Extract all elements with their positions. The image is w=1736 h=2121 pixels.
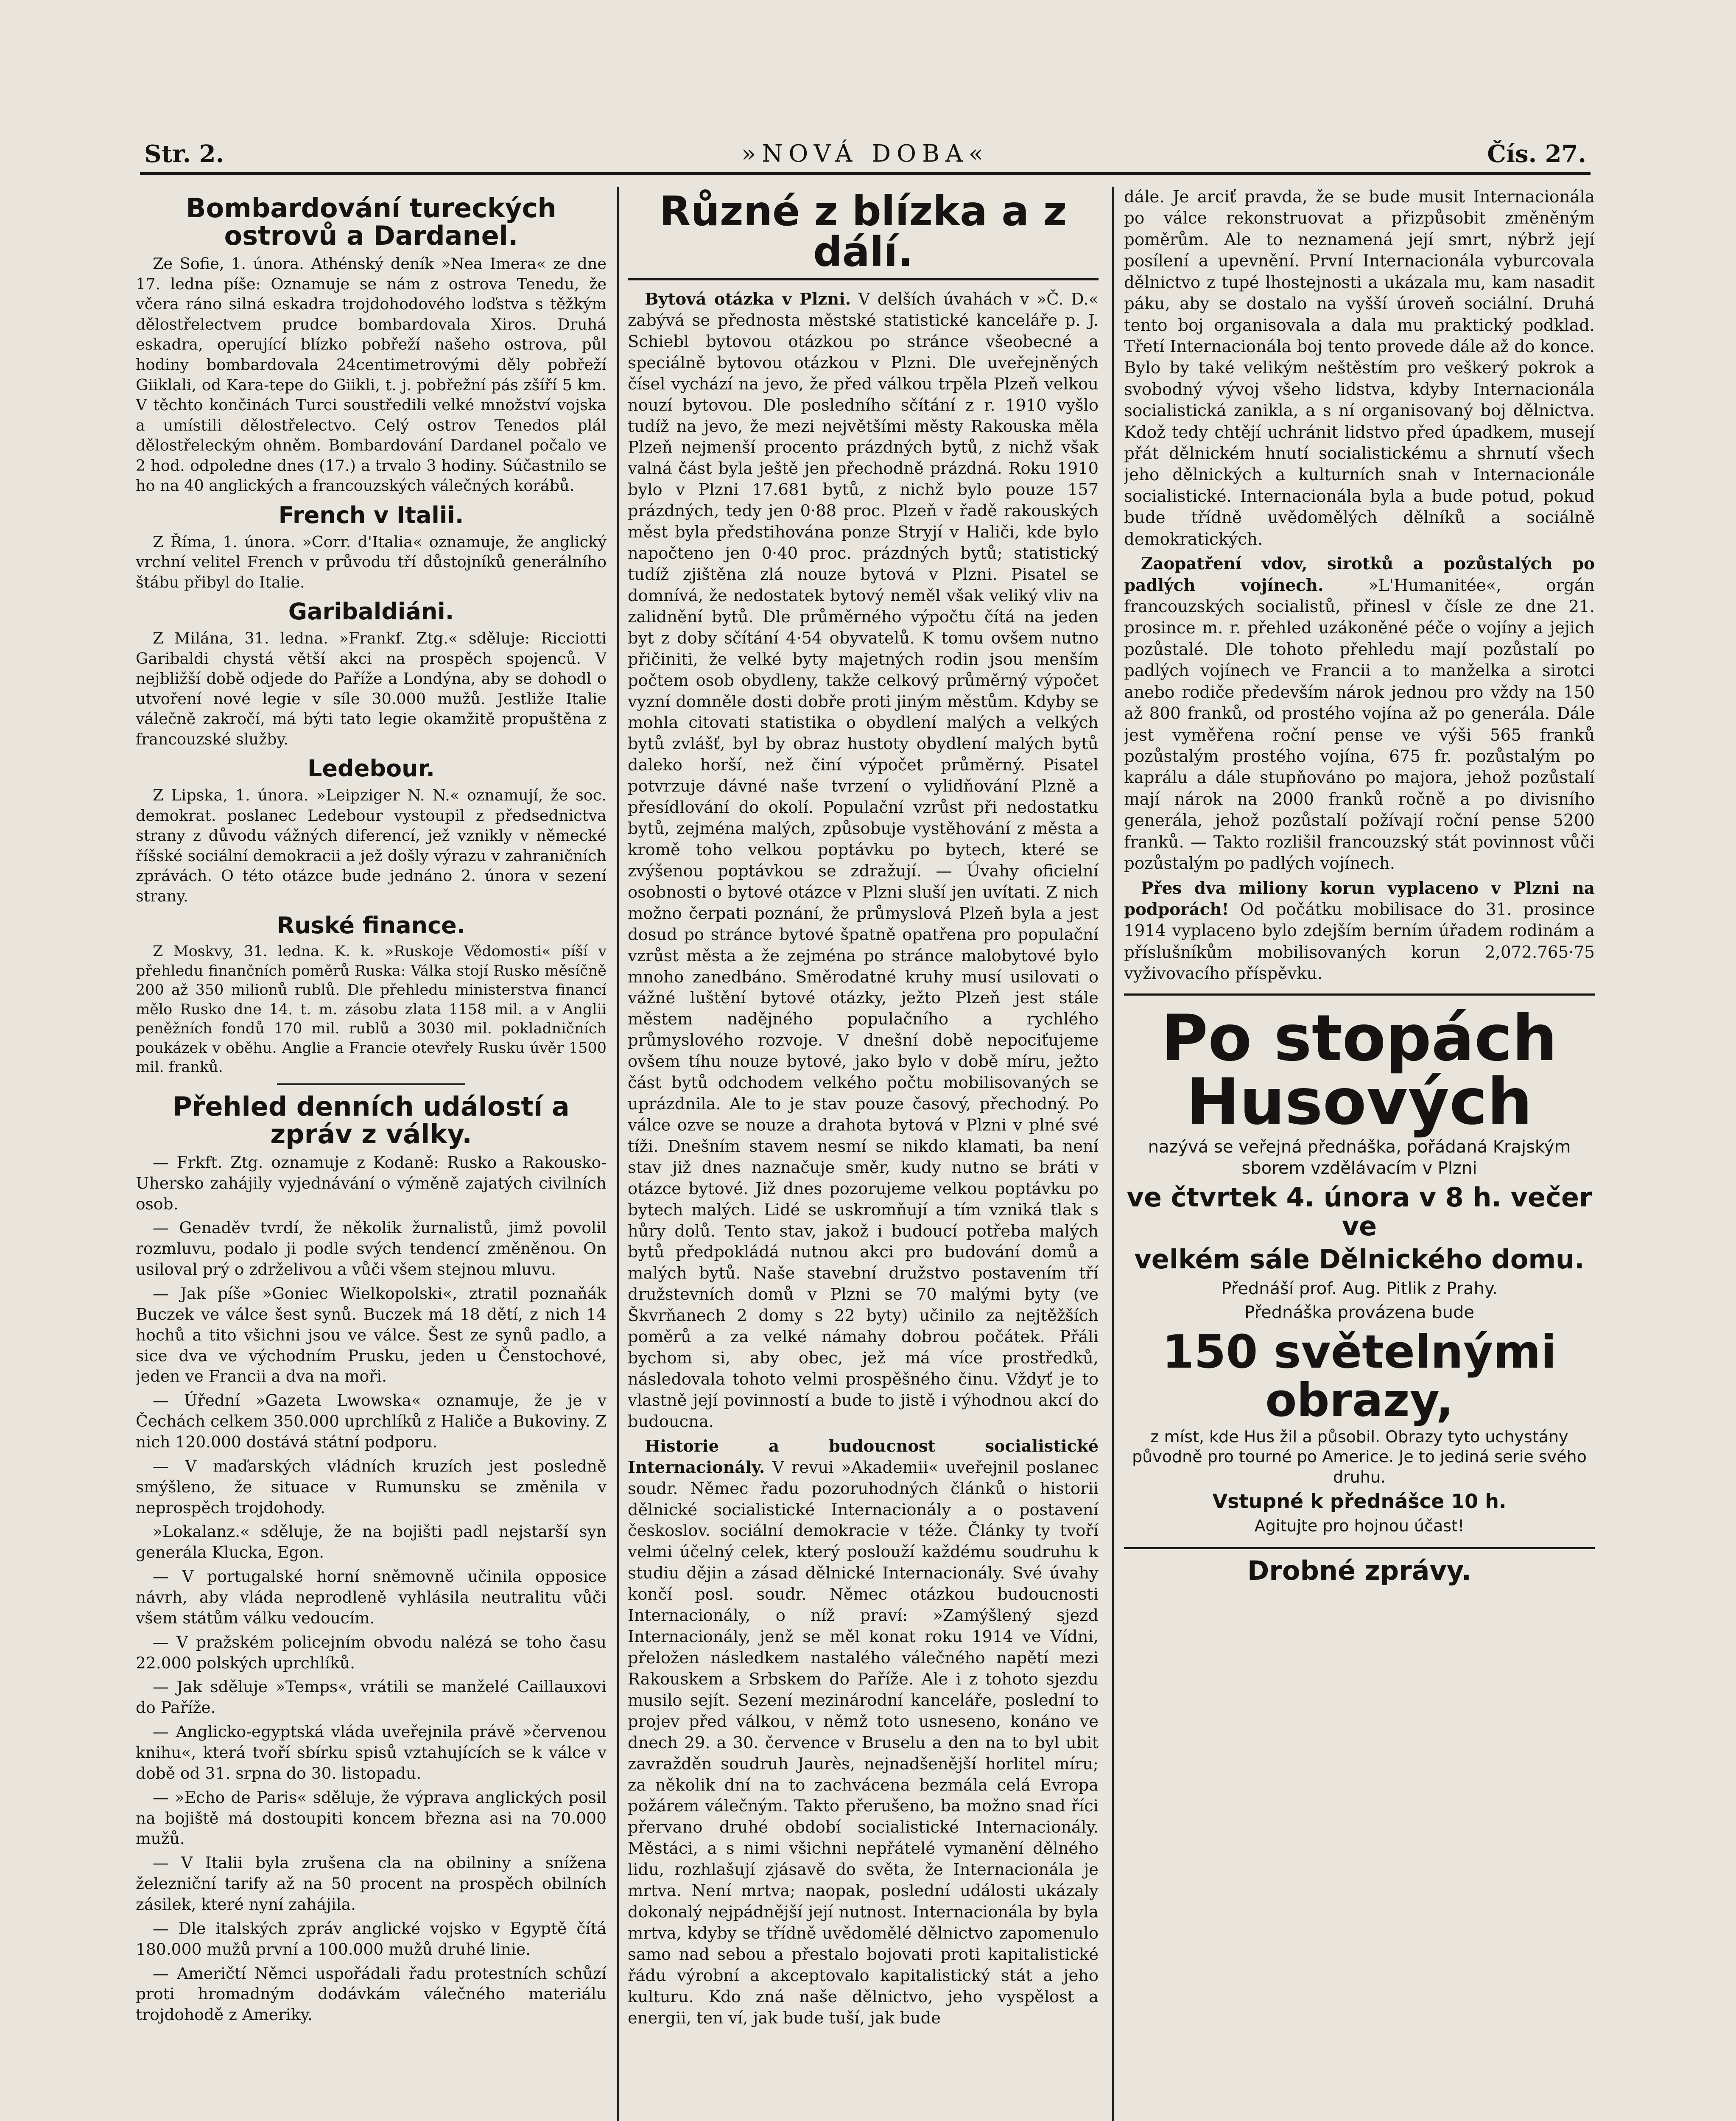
column-1 (136, 187, 607, 2121)
article-internacionala (628, 1436, 1099, 2029)
article-french-body: Z Říma, 1. února. »Corr. d'Italia« oznamuje, že anglický vrchní velitel French v průvodu tří důstojníků generálního štábu přibyl do Italie. (136, 532, 607, 591)
ad-call-to-action: Agitujte pro hojnou účast! (1254, 1516, 1465, 1535)
column-rule-1 (617, 187, 619, 2121)
ad-when-line-2: velkém sále Dělnického domu. (1134, 1243, 1585, 1275)
newspaper-name: »NOVÁ DOBA« (741, 140, 989, 168)
article-dva-miliony (1124, 878, 1595, 985)
article-lead: Bytová otázka v Plzni. (645, 290, 851, 309)
news-item: — Úřední »Gazeta Lwowska« oznamuje, že je v Čechách celkem 350.000 uprchlíků z Haliče a Bukoviny. Z nich 120.000 dostává státní podporu. (136, 1391, 607, 1451)
page-number: Str. 2. (144, 140, 224, 168)
news-item: — Genaděv tvrdí, že několik žurnalistů, jimž povolil rozmluvu, podalo ji podle svých tendencí změněnou. On usiloval prý o zdrželivou a vůči všem stejnou mluvu. (136, 1218, 607, 1279)
headline-ruske-finance: Ruské finance. (277, 912, 466, 939)
ad-entry-fee: Vstupné k přednášce 10 h. (1212, 1490, 1507, 1513)
article-zaopatreni (1124, 554, 1595, 874)
ad-note: Přednáška provázena bude (1244, 1303, 1474, 1323)
ad-speaker: Přednáší prof. Aug. Pitlik z Prahy. (1221, 1279, 1498, 1299)
article-ruske-finance-body: Z Moskvy, 31. ledna. K. k. »Ruskoje Vědomosti« píší v přehledu finančních poměrů Ruska: Válka stojí Rusko měsíčně 200 až 350 milionů rublů. Dle přehledu ministerstva financí mělo Rusko dne 14. t. m. zásobu zlata 1158 mil. a v Anglii peněžních fondů 170 mil. rublů a 3030 mil. pokladničních poukázek v oběhu. Anglie a Francie otevřely Rusku úvěr 1500 mil. franků. (136, 943, 607, 1076)
article-garibaldiani-body: Z Milána, 31. ledna. »Frankf. Ztg.« sděluje: Ricciotti Garibaldi chystá větší akci na prospěch spojenců. V nejbližší době odjede do Paříže a Londýna, aby se dohodl o utvoření nové legie v síle 30.000 mužů. Jestliže Italie válečně zakročí, má býti tato legie okamžitě propuštěna z francouzské služby. (136, 629, 607, 748)
headline-garibaldiani: Garibaldiáni. (288, 598, 454, 625)
section-title-ruzne: Různé z blízka a z dálí. (628, 191, 1099, 280)
headline-ledebour: Ledebour. (308, 755, 435, 782)
ad-details: z míst, kde Hus žil a působil. Obrazy tyto uchystány původně pro tourné po Americe. Je to jediná serie svého druhu. (1132, 1427, 1587, 1486)
ad-title-line-2: Husových (1186, 1065, 1532, 1139)
article-text: V delších úvahách v »Č. D.« zabývá se přednosta městské statistické kanceláře p. J. Schiebl bytovou otázkou po stránce všeobecné a speciálně bytovou otázkou v Plzni. Dle uveřejněných čísel vychází na jevo, že před válkou trpěla Plzeň velkou nouzí bytovou. Dle posledního sčítání z r. 1910 vyšlo tudíž na jevo, že mezi největšími městy Rakouska měla Plzeň nejmenší procento prázdných bytů, z nichž však valná část byla ještě jen přechodně prázdná. Roku 1910 bylo v Plzni 17.681 bytů, z nichž bylo pouze 157 prázdných, tedy jen 0·88 proc. Plzeň v řadě rakouských měst byla předstihována ponze Stryjí v Haliči, kde bylo napočteno jen 0·40 proc. prázdných bytů; statistický tudíž zjištěna zlá nouze bytová v Plzni. Pisatel se domnívá, že nedostatek bytový neměl však veliký vliv na zalidnění bytů. Dle průměrného výpočtu čítá na jeden byt z doby sčítání 4·54 obyvatelů. K tomu ovšem nutno přičiniti, že velké byty majetných rodin jsou menším počtem osob obydleny, takže celkový průměrný výpočet vyzní domněle dosti dobře proti jiným městům. Kdyby se mohla citovati statistika o obydlení malých a velkých bytů zvlášť, byl by obraz hustoty obydlení malých bytů daleko horší, než činí výpočet průměrný. Pisatel potvrzuje dávné naše tvrzení o vylidňování Plzně a přesídlování do okolí. Populační vzrůst při nedostatku bytů, zejména malých, způsobuje vystěhování z města a kromě toho velkou poptávku po bytech, které se zvýšenou poptávkou se zdražují. — Úvahy oficielní osobnosti o bytové otázce v Plzni sluší jen uvítati. Z nich možno čerpati poznání, že průmyslová Plzeň byla a jest dosud po stránce bytové špatně opatřena pro populační vzrůst města a že zejména po stránce malobytové bylo mnoho zanedbáno. Směrodatné kruhy musí usilovati o vážné luštění bytové otázky, ježto Plzeň jest stále městem nadějného populačního a rychlého průmyslového rozvoje. V dnešní době nepociťujeme ovšem tíhu nouze bytové, jako bylo v době míru, ježto část bytů odchodem velkého počtu mobilisovaných se uprázdnila. Ale to je stav pouze časový, přechodný. Po válce ozve se nouze a drahota bytová v Plzni v plné své tíži. Dnešním stavem nesmí se nikdo klamati, ba není stav již dnes naznačuje směr, kudy nutno se bráti v otázce bytové. Již dnes pozorujeme velkou poptávku po bytech malých. Lidé se uskromňují a tím vzniká tlak s hůry dolů. Tento stav, jakož i budoucí potřeba malých bytů předpokládá nutnou akci pro budování domů a malých bytů. Naše stavební družstvo postavením tří družstevních domů v Plzni se 70 malými byty (ve Škvrňanech 2 domy s 22 byty) učinilo za nejtěžších poměrů a za velké námahy dobrou počátek. Přáli bychom si, aby obec, jež má více prostředků, následovala tohoto velmi prospěšného činu. Vždyť je to vlastně její povinností a bude to jistě i výhodnou akcí do budoucna. (628, 290, 1099, 1431)
news-item: — V pražském policejním obvodu nalézá se toho času 22.000 polských uprchlíků. (136, 1632, 607, 1672)
article-lead: Zaopatření vdov, sirotků a pozůstalých po padlých vojínech. (1124, 554, 1595, 595)
ad-highlight: 150 světelnými obrazy, (1162, 1326, 1557, 1427)
headline-bombardovani: Bombardování tureckých ostrovů a Dardanel. (186, 193, 556, 252)
article-ledebour-body: Z Lipska, 1. února. »Leipziger N. N.« oznamují, že soc. demokrat. poslanec Ledebour vystoupil z předsednictva strany z důvodu vážných diferencí, jež vznikly v německé říšské sociální demokracii a jež došly výrazu v zahraničních zprávách. O této otázce bude jednáno 2. února v sezení strany. (136, 786, 607, 905)
news-item: — V Italii byla zrušena cla na obilniny a snížena železniční tarify až na 50 procent na prospěch obilních zásilek, které nyní zahájila. (136, 1853, 607, 1914)
news-item: »Lokalanz.« sděluje, že na bojišti padl nejstarší syn generála Klucka, Egon. (136, 1522, 607, 1562)
issue-number: Čís. 27. (1487, 140, 1586, 168)
article-continuation: dále. Je arciť pravda, že se bude musit Internacionála po válce rekonstruovat a přizpůsobit změněným poměrům. Ale to neznamená její smrt, nýbrž její posílení a upevnění. První Internacionála vyburcovala dělnictvo z tupé lhostejnosti a ukázala mu, kam nasadit páku, aby se dostalo na vyšší úroveň sociální. Druhá tento boj organisovala a dala mu praktický podklad. Třetí Internacionála boj tento provede dále až do konce. Bylo by také velikým neštěstím pro veškerý pokrok a svobodný vývoj všeho lidstva, kdyby Internacionála socialistická zanikla, a s ní organisovaný boj dělnictva. Kdož tedy chtějí uchránit lidstvo před úpadkem, musejí přát dělnickém hnutí socialistickému a shrnutí všech jeho dělnických a kulturních snah v Internacionále socialistické. Internacionála byla a bude potud, pokud bude třídně uvědomělých dělníků a sociálně demokratických. (1124, 187, 1595, 549)
advertisement-po-stopach-husovych (1124, 993, 1595, 1550)
article-text: Od počátku mobilisace do 31. prosince 1914 vyplaceno bylo zdejším berním úřadem rodinám a příslušníkům mobilisovaných korun 2,072.765·75 vyživovacího příspěvku. (1124, 900, 1595, 984)
column-3 (1124, 187, 1595, 2121)
article-bombardovani-body: Ze Sofie, 1. února. Athénský deník »Nea Imera« ze dne 17. ledna píše: Oznamuje se nám z ostrova Tenedu, že včera ráno silná eskadra trojdohodového loďstva s těžkým dělostřelectvem prudce bombardovala Xiros. Druhá eskadra, operující blízko pobřeží našeho ostrova, půl hodiny bombardovala 24centimetrovými děly pobřeží Giiklali, od Kara-tepe do Giikli, t. j. pobřežní pás zšíří 5 km. V těchto končinách Turci soustředili velké množství vojska a umístili dělostřelectvo. Celý ostrov Tenedos plál dělostřeleckým ohněm. Bombardování Dardanel počalo ve 2 hod. odpoledne dnes (17.) a trvalo 3 hodiny. Súčastnilo se ho na 40 anglických a francouzských válečných korábů. (136, 255, 607, 495)
column-2 (628, 187, 1099, 2121)
news-item: — V portugalské horní sněmovně učinila opposice návrh, aby vláda neprodleně vyhlásila neutralitu vůči všem státům válku vedoucím. (136, 1567, 607, 1627)
ad-subtitle: nazývá se veřejná přednáška, pořádaná Krajským sborem vzdělávacím v Plzni (1148, 1137, 1571, 1178)
news-item: — Američtí Němci uspořádali řadu protestních schůzí proti hromadným dodávkám válečného materiálu trojdohodě z Ameriky. (136, 1964, 607, 2024)
news-item: — V maďarských vládních kruzích jest posledně smýšleno, že situace v Rumunsku se změnila v neprospěch trojdohody. (136, 1456, 607, 1517)
ad-when-line-1: ve čtvrtek 4. února v 8 h. večer ve (1127, 1181, 1592, 1242)
headline-french: French v Italii. (278, 501, 464, 529)
column-rule-2 (1112, 187, 1114, 2121)
article-text: V revui »Akademii« uveřejnil poslanec soudr. Němec řadu pozoruhodných článků o historii dělnické socialistické Internacionály a o postavení českoslov. sociální demokracie v téže. Články ty tvoří velmi účelný celek, který poslouží každému soudruhu k studiu dějin a zásad dělnické Internacionály. Své úvahy končí posl. soudr. Němec otázkou budoucnosti Internacionály, o níž praví: »Zamýšlený sjezd Internacionály, jenž se měl konat roku 1914 ve Vídni, přeložen následkem nastalého válečného napětí mezi Rakouskem a Srbskem do Paříže. Ale i z tohoto sjezdu musilo sejít. Sezení mezinárodní kanceláře, poslední to projev před válkou, v němž toto usneseno, konáno ve dnech 29. a 30. července v Bruselu a den na to byl ubit zavražděn soudruh Jaurès, nejnadšenější horlitel míru; za několik dní na to zachvácena bezmála celá Evropa požárem válečným. Takto přerušeno, ba možno snad říci přervano druhé období socialistické Internacionály. Městáci, a s nimi všichni nepřátelé vymanění dělného lidu, rozhlašují zjásavě do světa, že Internacionála je mrtva. Není mrtva; naopak, poslední události ukázaly dokonalý nejpádnější její nutnost. Internacionála by byla mrtva, kdyby se třídně uvědomělé dělnictvo zapomenulo samo nad sebou a přestalo bojovati proti kapitalistické řádu výrobní a akceptovalo kapitalistický stát a jeho kulturu. Kdo zná naše dělnictvo, jeho vyspělost a energii, ten ví, jak bude tuší, jak bude (628, 1458, 1099, 2028)
headline-prehled: Přehled denních událostí a zpráv z války. (173, 1091, 570, 1150)
news-item: — Anglicko-egyptská vláda uveřejnila právě »červenou knihu«, která tvoří sbírku spisů vztahujících se k válce v době od 31. srpna do 30. listopadu. (136, 1722, 607, 1782)
ad-title-line-1: Po stopách (1161, 1001, 1557, 1075)
article-bytova-otazka (628, 289, 1099, 1433)
news-item: — Jak píše »Goniec Wielkopolski«, ztratil poznaňák Buczek ve válce šest synů. Buczek má 18 dětí, z nich 14 hochů a tito všichni jsou ve válce. Šest ze synů padlo, a sice dva ve východním Prusku, jeden u Čenstochové, jeden ve Francii a dva na moři. (136, 1284, 607, 1386)
news-item: — Frkft. Ztg. oznamuje z Kodaně: Rusko a Rakousko-Uhersko zahájily vyjednávání o výměně zajatých civilních osob. (136, 1153, 607, 1213)
news-item: — Dle italských zpráv anglické vojsko v Egyptě čítá 180.000 mužů první a 100.000 mužů druhé linie. (136, 1919, 607, 1959)
news-item: — Jak sděluje »Temps«, vrátili se manželé Caillauxovi do Paříže. (136, 1677, 607, 1717)
section-divider (277, 1083, 465, 1085)
headline-drobne-zpravy: Drobné zprávy. (1247, 1555, 1472, 1587)
article-text: »L'Humanitée«, orgán francouzských socialistů, přinesl v čísle ze dne 21. prosince m. r. přehled uzákoněné péče o vojíny a jejich pozůstalé. Dle tohoto přehledu mají pozůstalí po padlých vojínech ve Francii a to manželka a sirotci anebo rodiče především nárok jednou pro vždy na 150 až 800 franků, od prostého vojína až po generála. Dále jest vyměřena roční pense ve výši 565 franků pozůstalým prostého vojína, 675 fr. pozůstalým po kaprálu a dále stupňováno po majora, jehož pozůstalí mají nárok na 2000 franků ročně a po divisního generála, jehož pozůstalí požívají roční pense 5200 franků. — Takto rozlišil francouzský stát povinnost vůči pozůstalým po padlých vojínech. (1124, 576, 1595, 873)
news-item: — »Echo de Paris« sděluje, že výprava anglických posil na bojiště má dostoupiti koncem března asi na 70.000 mužů. (136, 1788, 607, 1848)
article-lead: Přes dva miliony korun vyplaceno v Plzni na podporách! (1124, 879, 1595, 919)
masthead (140, 137, 1591, 175)
article-lead: Historie a budoucnost socialistické Internacionály. (628, 1436, 1099, 1477)
